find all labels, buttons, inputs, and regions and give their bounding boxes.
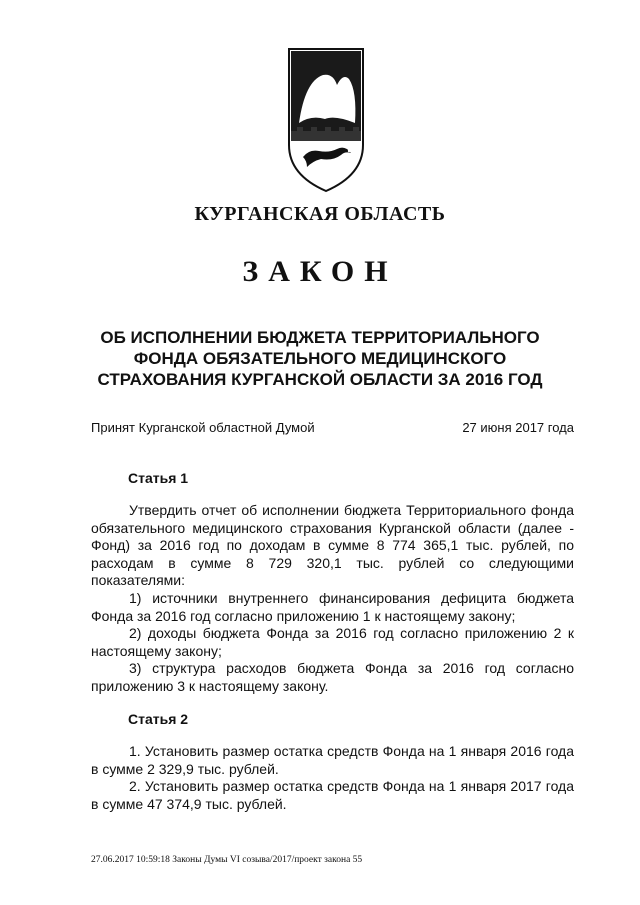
region-name: КУРГАНСКАЯ ОБЛАСТЬ — [194, 203, 446, 225]
article-1-item: 1) источники внутреннего финансирования дефицита бюджета Фонда за 2016 год согласно приложению 1 к настоящему закону; — [91, 590, 574, 624]
article-1-item: 2) доходы бюджета Фонда за 2016 год согласно приложению 2 к настоящему закону; — [91, 625, 574, 659]
subject-line: СТРАХОВАНИЯ КУРГАНСКОЙ ОБЛАСТИ ЗА 2016 ГОД — [97, 370, 543, 389]
subject-line: ФОНДА ОБЯЗАТЕЛЬНОГО МЕДИЦИНСКОГО — [133, 349, 507, 368]
article-1-item: 3) структура расходов бюджета Фонда за 2016 год согласно приложению 3 к настоящему закону. — [91, 660, 574, 694]
article-2-item: 2. Установить размер остатка средств Фонда на 1 января 2017 года в сумме 47 374,9 тыс. рублей. — [91, 778, 574, 812]
adopted-date: 27 июня 2017 года — [462, 420, 574, 435]
article-2-heading: Статья 2 — [128, 711, 189, 727]
article-1-intro: Утвердить отчет об исполнении бюджета Территориального фонда обязательного медицинского страхования Курганской области (далее - Фонд) за 2016 год по доходам в сумме 8 774 365,1 тыс. рублей, по расходам в сумме 8 729 320,1 тыс. рублей со следующими показателями: — [91, 502, 574, 588]
article-2-item: 1. Установить размер остатка средств Фонда на 1 января 2016 года в сумме 2 329,9 тыс. рублей. — [91, 743, 574, 777]
document-type-title: ЗАКОН — [242, 255, 398, 288]
adopted-by: Принят Курганской областной Думой — [91, 420, 315, 435]
article-1-heading: Статья 1 — [128, 470, 189, 486]
coat-of-arms-emblem — [285, 45, 367, 195]
law-subject-title — [60, 327, 580, 390]
subject-line: ОБ ИСПОЛНЕНИИ БЮДЖЕТА ТЕРРИТОРИАЛЬНОГО — [100, 328, 540, 347]
document-footer: 27.06.2017 10:59:18 Законы Думы VI созыва/2017/проект закона 55 — [91, 855, 363, 865]
